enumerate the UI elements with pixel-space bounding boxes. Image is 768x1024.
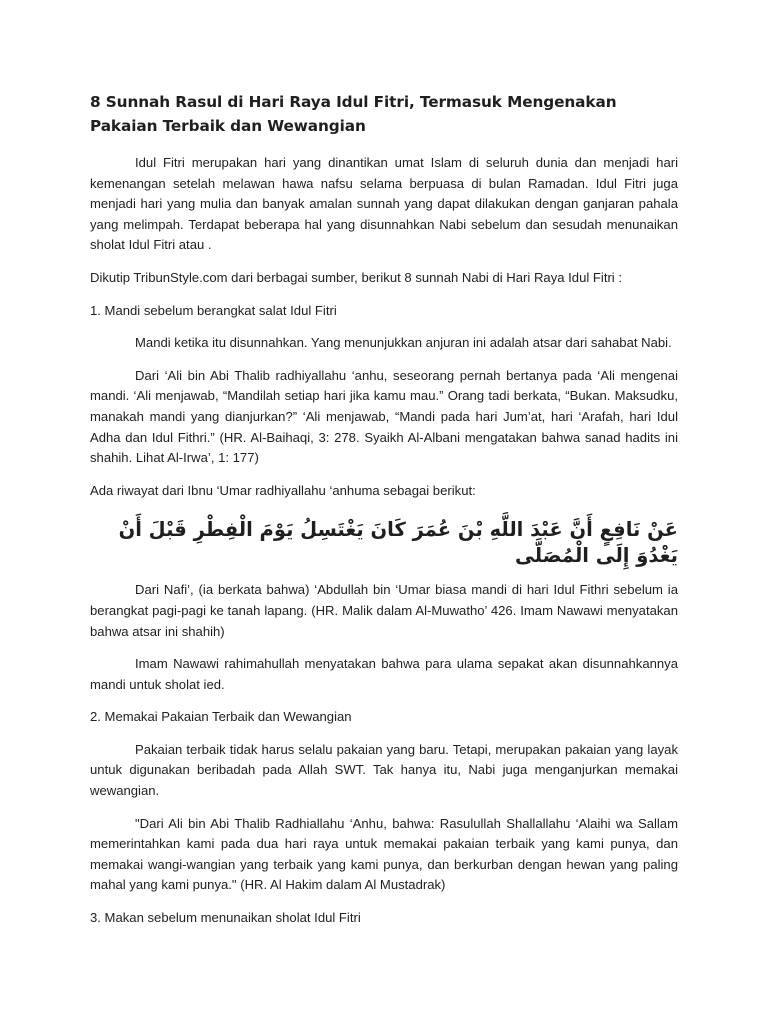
section-3-heading: 3. Makan sebelum menunaikan sholat Idul Fitri: [90, 910, 361, 926]
section-1-paragraph-1: Mandi ketika itu disunnahkan. Yang menunjukkan anjuran ini adalah atsar dari sahabat Nabi.: [135, 335, 672, 351]
section-1-paragraph-3: Dari Nafi’, (ia berkata bahwa) ‘Abdullah bin ‘Umar biasa mandi di hari Idul Fithri sebelum ia berangkat pagi-pagi ke tanah lapang. (HR. Malik dalam Al-Muwatho’ 426. Imam Nawawi menyatakan bahwa atsar ini shahih): [90, 582, 678, 639]
source-line: Dikutip TribunStyle.com dari berbagai sumber, berikut 8 sunnah Nabi di Hari Raya Idul Fitri :: [90, 269, 622, 285]
arabic-hadith-text: عَنْ نَافِعٍ أَنَّ عَبْدَ اللَّهِ بْنَ عُمَرَ كَانَ يَغْتَسِلُ يَوْمَ الْفِطْرِ قَبْلَ أَنْ يَغْدُوَ إِلَى الْمُصَلَّى: [118, 518, 678, 568]
article-title: 8 Sunnah Rasul di Hari Raya Idul Fitri, Termasuk Mengenakan Pakaian Terbaik dan Wewangian: [90, 93, 617, 135]
intro-paragraph: Idul Fitri merupakan hari yang dinantikan umat Islam di seluruh dunia dan menjadi hari kemenangan setelah melawan hawa nafsu selama berpuasa di bulan Ramadan. Idul Fitri juga menjadi hari yang mulia dan banyak amalan sunnah yang dapat dilakukan dengan ganjaran pahala yang melimpah. Terdapat beberapa hal yang disunnahkan Nabi sebelum dan sesudah menunaikan sholat Idul Fitri atau .: [90, 155, 678, 253]
section-1-heading: 1. Mandi sebelum berangkat salat Idul Fitri: [90, 302, 337, 318]
riwayat-intro: Ada riwayat dari Ibnu ‘Umar radhiyallahu ‘anhuma sebagai berikut:: [90, 482, 476, 498]
section-1-paragraph-2: Dari ‘Ali bin Abi Thalib radhiyallahu ‘anhu, seseorang pernah bertanya pada ‘Ali mengenai mandi. ‘Ali menjawab, “Mandilah setiap hari jika kamu mau.” Orang tadi berkata, “Bukan. Maksudku, manakah mandi yang dianjurkan?” ‘Ali menjawab, “Mandi pada hari Jum’at, hari ‘Arafah, hari Idul Adha dan Idul Fithri.” (HR. Al-Baihaqi, 3: 278. Syaikh Al-Albani mengatakan bahwa sanad hadits ini shahih. Lihat Al-Irwa’, 1: 177): [90, 367, 678, 466]
section-1-paragraph-4: Imam Nawawi rahimahullah menyatakan bahwa para ulama sepakat akan disunnahkannya mandi untuk sholat ied.: [90, 656, 678, 692]
document-page: [90, 90, 678, 941]
section-2-paragraph-1: Pakaian terbaik tidak harus selalu pakaian yang baru. Tetapi, merupakan pakaian yang layak untuk digunakan beribadah pada Allah SWT. Tak hanya itu, Nabi juga menganjurkan memakai wewangian.: [90, 741, 678, 799]
section-2-heading: 2. Memakai Pakaian Terbaik dan Wewangian: [90, 709, 352, 725]
section-2-paragraph-2: "Dari Ali bin Abi Thalib Radhiallahu ‘Anhu, bahwa: Rasulullah Shallallahu ‘Alaihi wa Sallam memerintahkan kami pada dua hari raya untuk memakai pakaian terbaik yang kami punya, dan memakai wangi-wangian yang terbaik yang kami punya, dan berkurban dengan hewan yang paling mahal yang kami punya." (HR. Al Hakim dalam Al Mustadrak): [90, 815, 678, 893]
